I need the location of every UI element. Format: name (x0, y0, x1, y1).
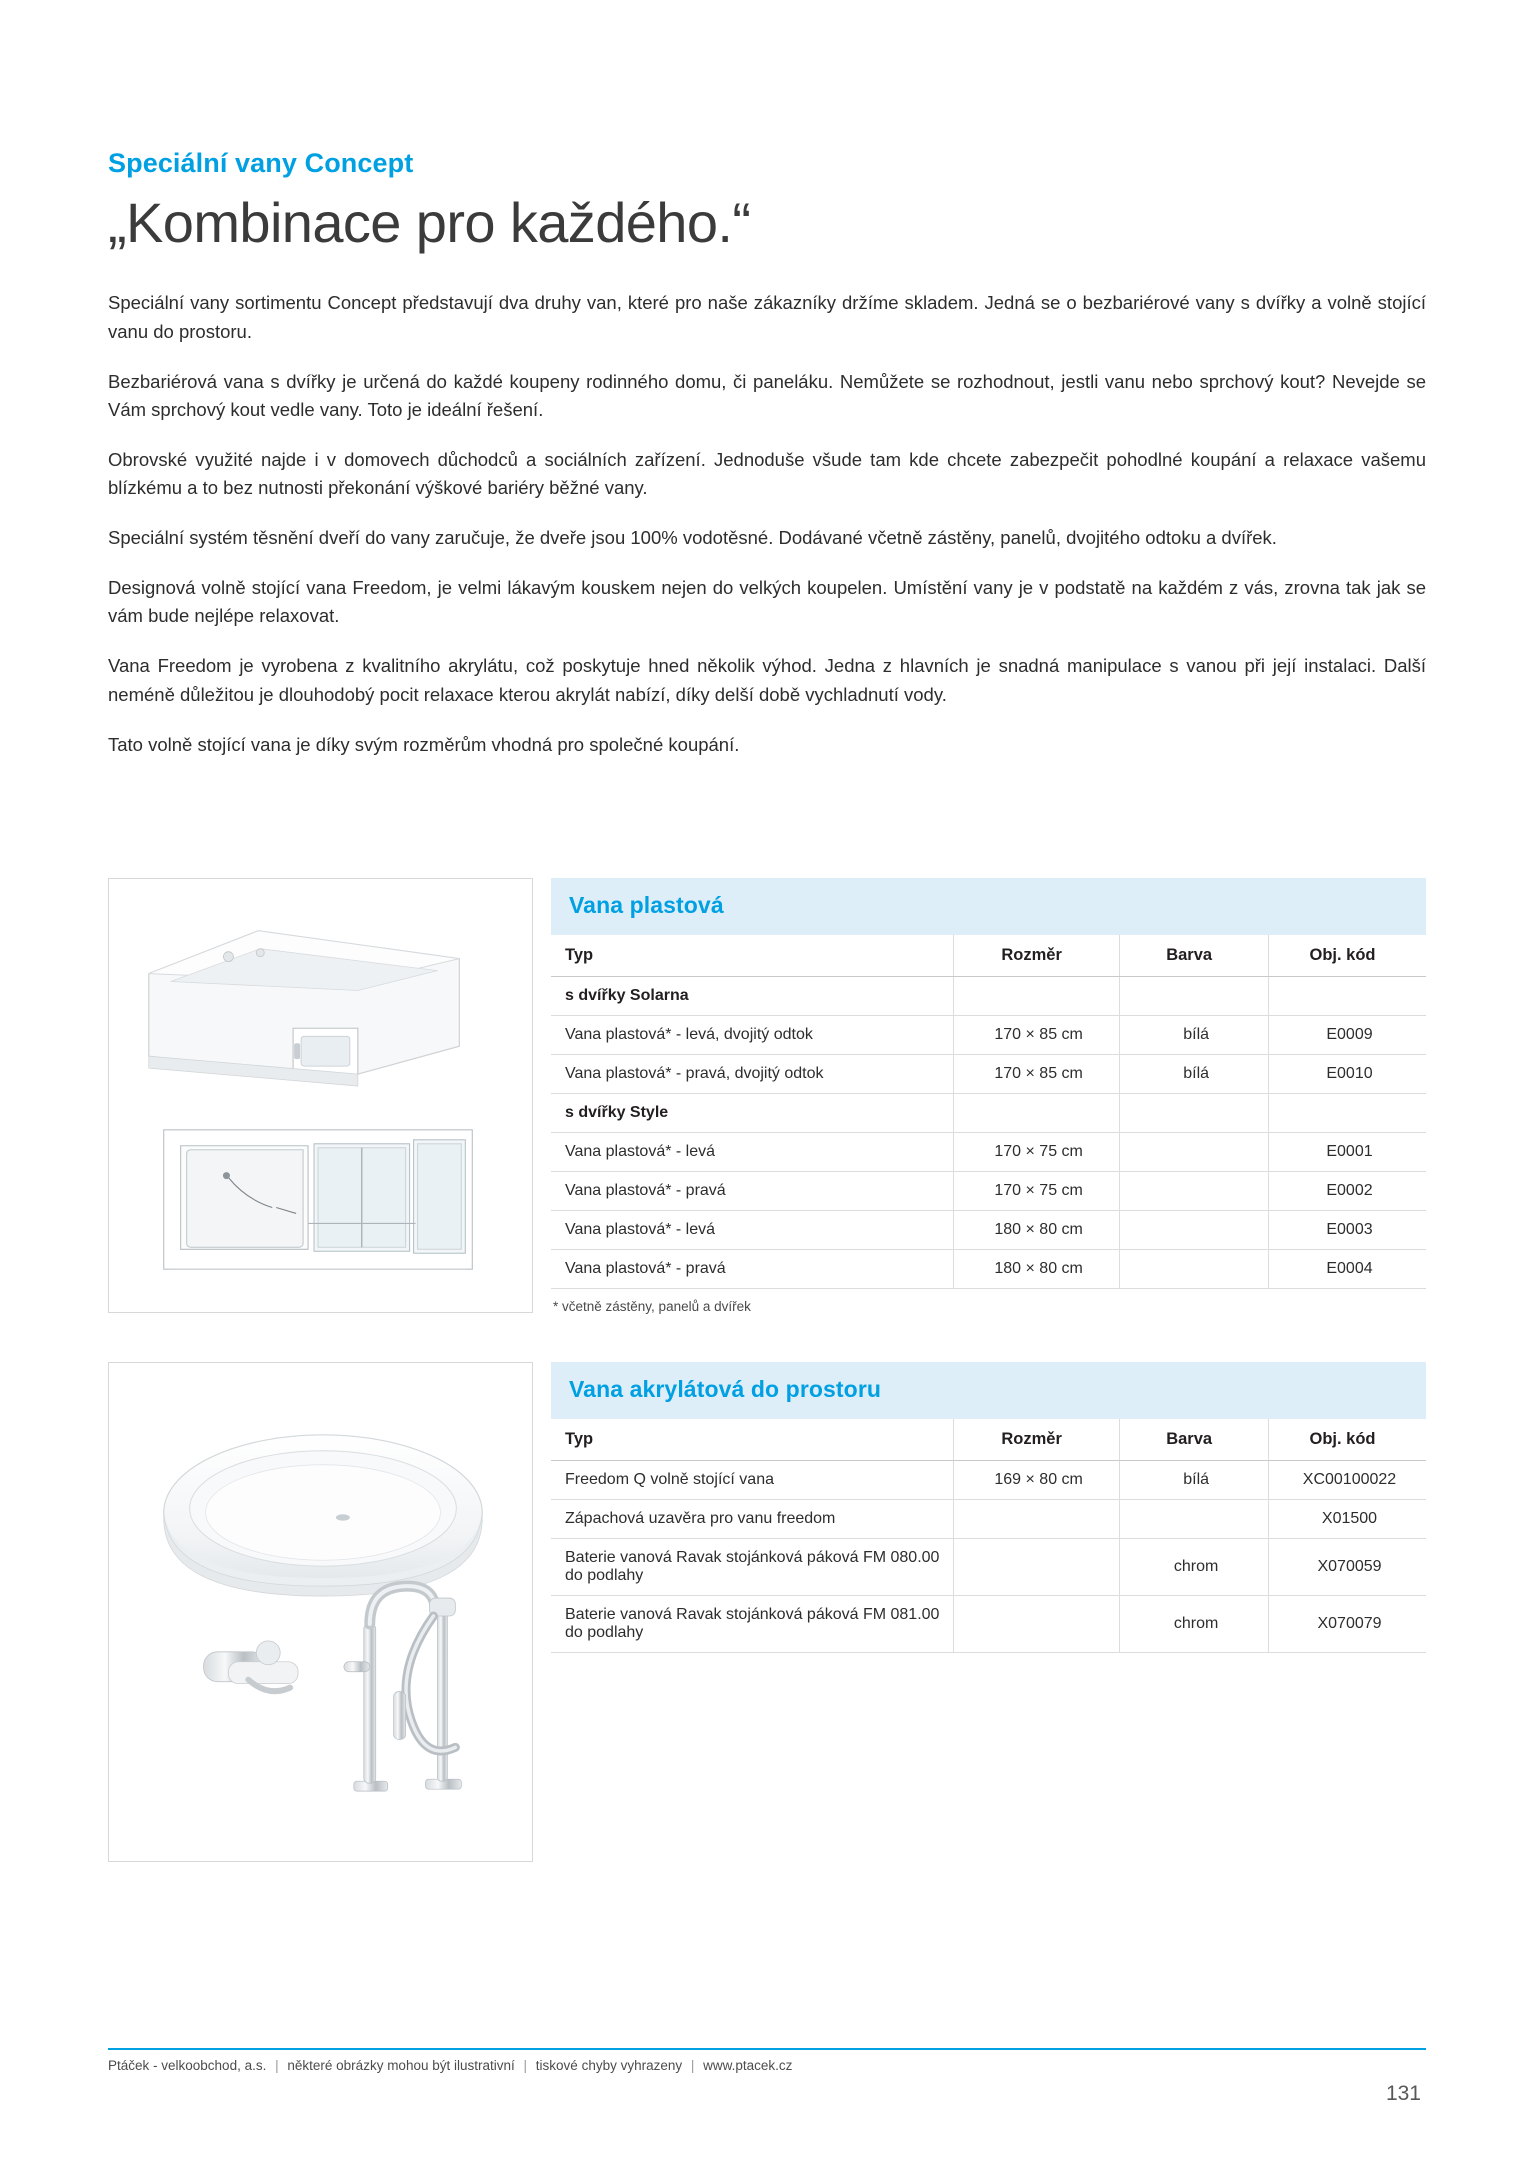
col-rozmer: Rozměr (954, 1419, 1120, 1461)
cell-rozmer (954, 1500, 1120, 1539)
paragraph: Speciální systém těsnění dveří do vany zaručuje, že dveře jsou 100% vodotěsné. Dodávané včetně zástěny, panelů, dvojitého odtoku a dvířek. (108, 527, 1277, 549)
cell-typ: Baterie vanová Ravak stojánková páková FM 081.00 do podlahy (551, 1596, 954, 1653)
acrylic-bath-illustration (109, 1363, 532, 1861)
col-rozmer: Rozměr (954, 935, 1120, 977)
cell-obj: E0010 (1269, 1055, 1427, 1094)
table-section-row (551, 977, 1426, 1016)
table-acrylic-bath (551, 1362, 1426, 1653)
footer-note (108, 2058, 792, 2073)
cell-obj: XC00100022 (1269, 1461, 1427, 1500)
cell-barva (1120, 977, 1269, 1016)
cell-obj: E0003 (1269, 1211, 1427, 1250)
table-row (551, 1172, 1426, 1211)
cell-barva: chrom (1120, 1539, 1269, 1596)
table-row (551, 1250, 1426, 1289)
footer-company: Ptáček - velkoobchod, a.s. (108, 2058, 267, 2073)
table-row (551, 1596, 1426, 1653)
table-row (551, 1539, 1426, 1596)
cell-typ: Vana plastová* - pravá (551, 1250, 954, 1289)
table-header-row (551, 1419, 1426, 1461)
cell-typ: Vana plastová* - pravá, dvojitý odtok (551, 1055, 954, 1094)
page-title: „Kombinace pro každého.“ (108, 191, 751, 254)
paragraph: Obrovské využité najde i v domovech důchodců a sociálních zařízení. Jednoduše všude tam kde chcete zabezpečit pohodlné koupání a relaxace vašemu blízkému a to bez nutnosti překonání výškové bariéry běžné vany. (108, 448, 1426, 499)
cell-typ: Vana plastová* - levá (551, 1133, 954, 1172)
cell-obj: X070079 (1269, 1596, 1427, 1653)
cell-obj: E0002 (1269, 1172, 1427, 1211)
table-row (551, 1016, 1426, 1055)
col-typ: Typ (551, 1419, 954, 1461)
footer-divider (108, 2048, 1426, 2050)
table-footnote: * včetně zástěny, panelů a dvířek (553, 1299, 751, 1314)
page-content (108, 148, 1426, 759)
col-obj-kod: Obj. kód (1269, 1419, 1427, 1461)
cell-barva (1120, 1500, 1269, 1539)
cell-barva (1120, 1211, 1269, 1250)
footer-separator: | (690, 2058, 695, 2073)
table-row (551, 1461, 1426, 1500)
paragraph: Bezbariérová vana s dvířky je určená do každé koupeny rodinného domu, či paneláku. Nemůžete se rozhodnout, jestli vanu nebo sprchový kout? Nevejde se Vám sprchový kout vedle vany. Toto je ideální řešení. (108, 370, 1426, 420)
cell-rozmer: 170 × 75 cm (954, 1133, 1120, 1172)
cell-rozmer: 170 × 85 cm (954, 1055, 1120, 1094)
cell-obj (1269, 977, 1427, 1016)
table-section-row (551, 1094, 1426, 1133)
paragraph: Speciální vany sortimentu Concept představují dva druhy van, které pro naše zákazníky držíme skladem. Jedná se o bezbariérové vany s dvířky a volně stojící vanu do prostoru. (108, 292, 1426, 342)
cell-rozmer (954, 1539, 1120, 1596)
acrylic-bath-table (551, 1419, 1426, 1653)
plastic-bath-table (551, 935, 1426, 1289)
cell-rozmer (954, 1094, 1120, 1133)
cell-obj (1269, 1094, 1427, 1133)
cell-rozmer: 170 × 75 cm (954, 1172, 1120, 1211)
footer-website[interactable]: www.ptacek.cz (703, 2058, 793, 2073)
cell-typ: Baterie vanová Ravak stojánková páková FM 080.00 do podlahy (551, 1539, 954, 1596)
table-row (551, 1211, 1426, 1250)
cell-barva: bílá (1120, 1461, 1269, 1500)
cell-barva (1120, 1172, 1269, 1211)
product-photo-plastic-bath (108, 878, 533, 1313)
cell-typ: Freedom Q volně stojící vana (551, 1461, 954, 1500)
footer-separator: | (275, 2058, 279, 2073)
col-obj-kod: Obj. kód (1269, 935, 1427, 977)
cell-typ: Vana plastová* - pravá (551, 1172, 954, 1211)
cell-typ: Vana plastová* - levá, dvojitý odtok (551, 1016, 954, 1055)
col-barva: Barva (1120, 935, 1269, 977)
table-row (551, 1055, 1426, 1094)
page-number: 131 (1385, 2082, 1421, 2105)
cell-typ: s dvířky Solarna (551, 977, 954, 1016)
body-copy (108, 289, 1426, 758)
paragraph: Vana Freedom je vyrobena z kvalitního akrylátu, což poskytuje hned několik výhod. Jedna z hlavních je snadná manipulace s vanou při její instalaci. Další neméně důležitou je dlouhodobý pocit relaxace kterou akrylát nabízí, díky delší době vychladnutí vody. (108, 655, 1426, 705)
product-photo-acrylic-bath (108, 1362, 533, 1862)
cell-obj: E0001 (1269, 1133, 1427, 1172)
footer-note-illustrative: některé obrázky mohou být ilustrativní (287, 2058, 515, 2073)
table-title: Vana plastová (551, 878, 1426, 935)
table-header-row (551, 935, 1426, 977)
cell-rozmer: 180 × 80 cm (954, 1211, 1120, 1250)
plastic-bath-illustration (109, 879, 532, 1312)
page-eyebrow: Speciální vany Concept (108, 148, 414, 178)
cell-rozmer: 169 × 80 cm (954, 1461, 1120, 1500)
cell-rozmer: 180 × 80 cm (954, 1250, 1120, 1289)
product-block-plastic-bath (108, 878, 1426, 1314)
cell-obj: X01500 (1269, 1500, 1427, 1539)
cell-obj: E0004 (1269, 1250, 1427, 1289)
cell-typ: Vana plastová* - levá (551, 1211, 954, 1250)
cell-barva (1120, 1250, 1269, 1289)
cell-rozmer (954, 977, 1120, 1016)
table-row (551, 1500, 1426, 1539)
cell-barva: bílá (1120, 1055, 1269, 1094)
footer-separator: | (523, 2058, 528, 2073)
product-block-acrylic-bath (108, 1362, 1426, 1862)
cell-obj: E0009 (1269, 1016, 1427, 1055)
cell-barva (1120, 1094, 1269, 1133)
paragraph: Tato volně stojící vana je díky svým rozměrům vhodná pro společné koupání. (108, 733, 740, 755)
cell-typ: Zápachová uzavěra pro vanu freedom (551, 1500, 954, 1539)
cell-barva: chrom (1120, 1596, 1269, 1653)
cell-rozmer (954, 1596, 1120, 1653)
footer-note-misprints: tiskové chyby vyhrazeny (535, 2058, 683, 2073)
cell-barva (1120, 1133, 1269, 1172)
cell-barva: bílá (1120, 1016, 1269, 1055)
cell-obj: X070059 (1269, 1539, 1427, 1596)
col-barva: Barva (1120, 1419, 1269, 1461)
table-title: Vana akrylátová do prostoru (551, 1362, 1426, 1419)
table-row (551, 1133, 1426, 1172)
col-typ: Typ (551, 935, 954, 977)
table-plastic-bath (551, 878, 1426, 1314)
cell-rozmer: 170 × 85 cm (954, 1016, 1120, 1055)
paragraph: Designová volně stojící vana Freedom, je velmi lákavým kouskem nejen do velkých koupelen. Umístění vany je v podstatě na každém z vás, zrovna tak jak se vám bude nejlépe relaxovat. (108, 577, 1426, 627)
cell-typ: s dvířky Style (551, 1094, 954, 1133)
